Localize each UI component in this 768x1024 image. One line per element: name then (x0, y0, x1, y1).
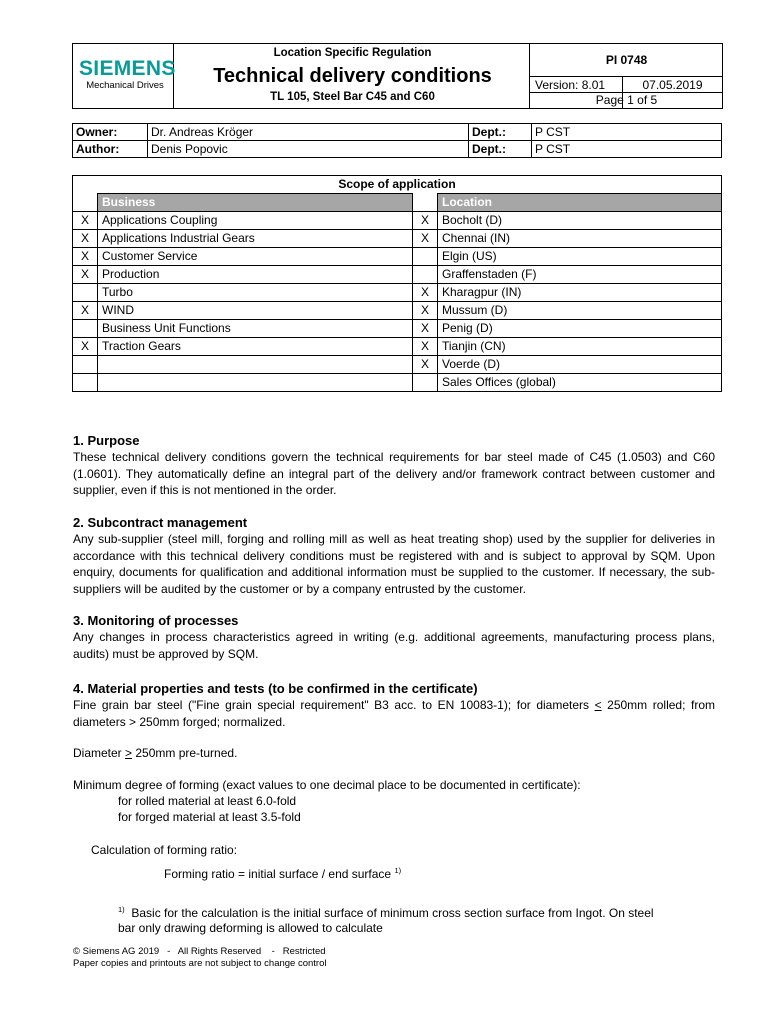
owner-value: Dr. Andreas Kröger (148, 124, 469, 141)
author-row (73, 141, 722, 158)
location-check: X (413, 320, 438, 338)
location-cell: Graffenstaden (F) (438, 266, 722, 284)
footnote-continued: bar only drawing deforming is allowed to calculate (118, 921, 383, 935)
dept-value: P CST (532, 124, 722, 141)
scope-row (73, 338, 722, 356)
author-value: Denis Popovic (148, 141, 469, 158)
section-2-text: Any sub-supplier (steel mill, forging and rolling mill as well as heat treating shop) used by the supplier for deliveries in accordance with this technical delivery conditions must be registered with and is subject to approval by SQM. Upon enquiry, documents for qualification and additional information must be supplied to the customer. If necessary, the sub-suppliers will be audited by the customer or by a company entrusted by the customer. (73, 532, 715, 596)
scope-title-row (73, 176, 722, 194)
section-1-text: These technical delivery conditions govern the technical requirements for bar steel made of C45 (1.0503) and C60 (1.0601). They automatically define an integral part of the delivery and/or framework contract between customer and supplier, even if this is not mentioned in the order. (73, 450, 715, 497)
scope-row (73, 374, 722, 392)
location-check: X (413, 302, 438, 320)
date: 07.05.2019 (642, 78, 703, 92)
business-cell (98, 356, 413, 374)
logo-subtitle: Mechanical Drives (86, 80, 164, 91)
scope-row (73, 266, 722, 284)
business-check: X (73, 212, 98, 230)
location-cell: Penig (D) (438, 320, 722, 338)
location-check (413, 266, 438, 284)
location-check: X (413, 212, 438, 230)
document-header (72, 43, 723, 109)
page-number: Page 1 of 5 (595, 93, 658, 107)
footnote: $^{1)}$ Basic for the calculation is the initial surface of minimum cross section surface from Ingot. On steel (118, 905, 654, 920)
section-4-paragraph: Fine grain bar steel ("Fine grain special requirement" B3 acc. to EN 10083-1); for diameters < 250mm rolled; from diameters > 250mm forged; normalized. (73, 698, 715, 729)
scope-row (73, 248, 722, 266)
forming-calc-label: Calculation of forming ratio: (91, 843, 238, 857)
forming-forged: for forged material at least 3.5-fold (118, 810, 301, 824)
section-4-diameter: Diameter > 250mm pre-turned. (73, 746, 238, 760)
business-header: Business (98, 194, 413, 212)
location-header: Location (438, 194, 722, 212)
section-3-text: Any changes in process characteristics agreed in writing (e.g. additional agreements, manufacturing process plans, audits) must be approved by SQM. (73, 630, 715, 661)
dept-value: P CST (532, 141, 722, 158)
section-2-heading: 2. Subcontract management (73, 515, 248, 530)
location-cell: Tianjin (CN) (438, 338, 722, 356)
business-check (73, 356, 98, 374)
scope-row (73, 320, 722, 338)
business-check (73, 284, 98, 302)
location-check: X (413, 356, 438, 374)
owner-table (72, 123, 722, 158)
owner-label: Owner: (73, 124, 148, 141)
scope-row (73, 284, 722, 302)
document-subtitle: TL 105, Steel Bar C45 and C60 (270, 91, 435, 103)
business-cell: Turbo (98, 284, 413, 302)
business-check (73, 320, 98, 338)
location-check: X (413, 284, 438, 302)
document-title: Technical delivery conditions (213, 65, 492, 87)
location-label: Location Specific Regulation (273, 47, 432, 59)
author-label: Author: (73, 141, 148, 158)
business-cell: Applications Coupling (98, 212, 413, 230)
copyright-footer: © Siemens AG 2019 - All Rights Reserved - Restricted (73, 946, 326, 957)
location-cell: Voerde (D) (438, 356, 722, 374)
location-cell: Mussum (D) (438, 302, 722, 320)
business-cell: Production (98, 266, 413, 284)
section-4-forming: Minimum degree of forming (exact values to one decimal place to be documented in certificate): (73, 778, 581, 792)
scope-row (73, 356, 722, 374)
location-cell: Kharagpur (IN) (438, 284, 722, 302)
location-cell: Elgin (US) (438, 248, 722, 266)
location-cell: Sales Offices (global) (438, 374, 722, 392)
scope-header-row (73, 194, 722, 212)
business-check (73, 374, 98, 392)
business-check: X (73, 248, 98, 266)
business-check: X (73, 266, 98, 284)
scope-row (73, 302, 722, 320)
dept-label: Dept.: (469, 141, 532, 158)
location-check: X (413, 230, 438, 248)
scope-row (73, 212, 722, 230)
scope-title: Scope of application (73, 176, 722, 194)
forming-formula: Forming ratio = initial surface / end surface $^{1)}$ (164, 866, 402, 881)
scope-table (72, 175, 722, 392)
business-cell (98, 374, 413, 392)
section-3-heading: 3. Monitoring of processes (73, 613, 239, 628)
business-cell: WIND (98, 302, 413, 320)
document-id: PI 0748 (605, 53, 648, 67)
business-cell: Customer Service (98, 248, 413, 266)
business-check: X (73, 230, 98, 248)
business-cell: Applications Industrial Gears (98, 230, 413, 248)
business-cell: Traction Gears (98, 338, 413, 356)
business-check: X (73, 302, 98, 320)
siemens-logo: SIEMENS (79, 57, 176, 80)
version: Version: 8.01 (535, 78, 606, 92)
business-check: X (73, 338, 98, 356)
section-4-heading: 4. Material properties and tests (to be confirmed in the certificate) (73, 681, 478, 696)
scope-row (73, 230, 722, 248)
owner-row (73, 124, 722, 141)
forming-rolled: for rolled material at least 6.0-fold (118, 794, 297, 808)
dept-label: Dept.: (469, 124, 532, 141)
location-check (413, 248, 438, 266)
section-1-heading: 1. Purpose (73, 433, 140, 448)
business-cell: Business Unit Functions (98, 320, 413, 338)
location-cell: Chennai (IN) (438, 230, 722, 248)
control-footer: Paper copies and printouts are not subject to change control (73, 958, 327, 969)
location-check (413, 374, 438, 392)
location-cell: Bocholt (D) (438, 212, 722, 230)
location-check: X (413, 338, 438, 356)
